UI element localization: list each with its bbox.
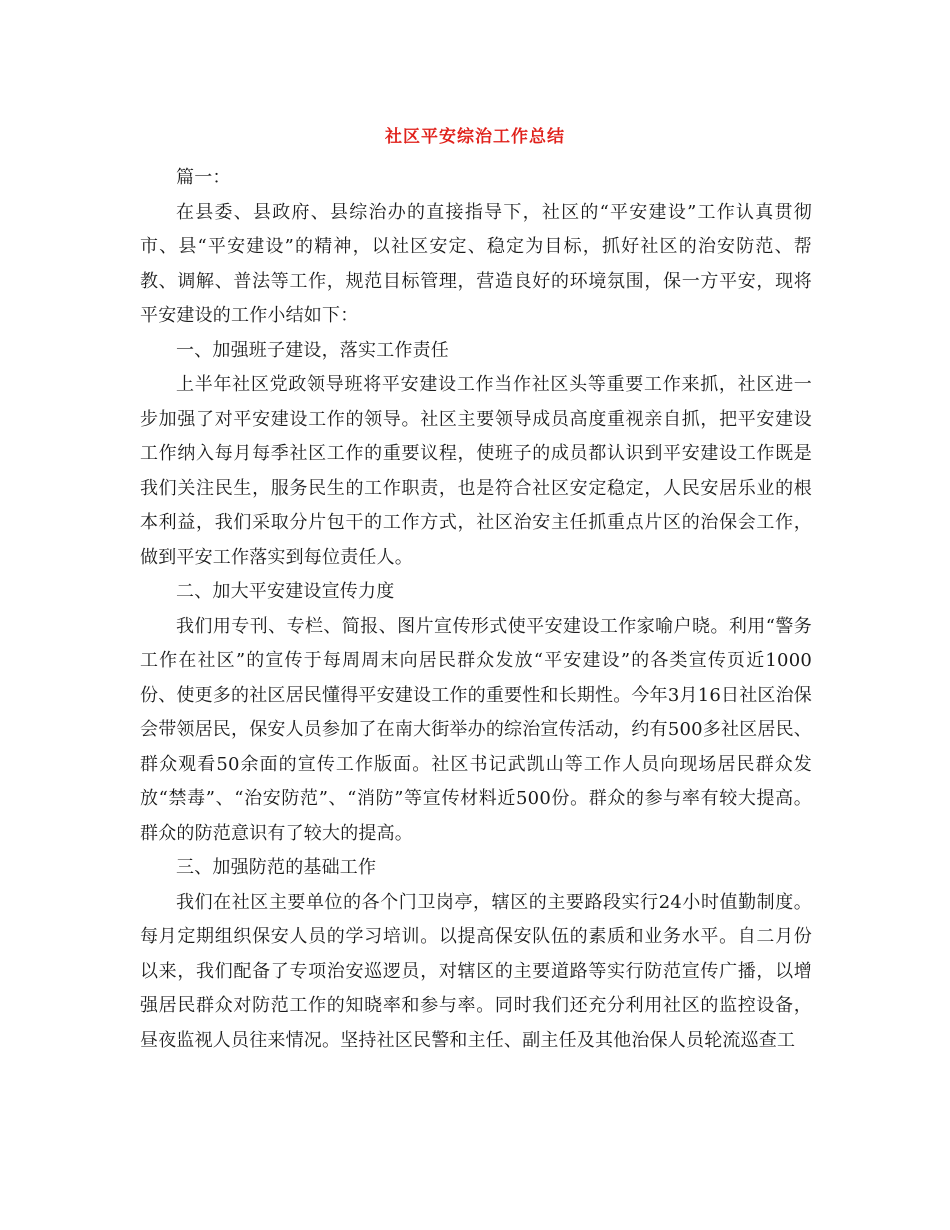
- document-body: [140, 161, 812, 1058]
- section-2-paragraph: 我们用专刊、专栏、简报、图片宣传形式使平安建设工作家喻户晓。利用“警务工作在社区”的宣传于每周周末向居民群众发放“平安建设”的各类宣传页近1000份、使更多的社区居民懂得平安建设工作的重要性和长期性。今年3月16日社区治保会带领居民，保安人员参加了在南大街举办的综治宣传活动，约有500多社区居民、群众观看50余面的宣传工作版面。社区书记武凯山等工作人员向现场居民群众发放“禁毒”、“治安防范”、“消防”等宣传材料近500份。群众的参与率有较大提高。群众的防范意识有了较大的提高。: [140, 615, 812, 844]
- document-title: 社区平安综治工作总结: [385, 127, 565, 147]
- intro-paragraph: 在县委、县政府、县综治办的直接指导下，社区的“平安建设”工作认真贯彻市、县“平安建设”的精神，以社区安定、稳定为目标，抓好社区的治安防范、帮教、调解、普法等工作，规范目标管理，营造良好的环境氛围，保一方平安，现将平安建设的工作小结如下：: [140, 201, 812, 326]
- section-heading-1: 一、加强班子建设，落实工作责任: [176, 339, 449, 361]
- section-heading-3: 三、加强防范的基础工作: [176, 857, 377, 878]
- section-label: 篇一：: [176, 167, 231, 188]
- section-3-paragraph: 我们在社区主要单位的各个门卫岗亭，辖区的主要路段实行24小时值勤制度。每月定期组织保安人员的学习培训。以提高保安队伍的素质和业务水平。自二月份以来，我们配备了专项治安巡逻员，对辖区的主要道路等实行防范宣传广播，以增强居民群众对防范工作的知晓率和参与率。同时我们还充分利用社区的监控设备，昼夜监视人员往来情况。坚持社区民警和主任、副主任及其他治保人员轮流巡查工: [140, 891, 812, 1051]
- section-1-paragraph: 上半年社区党政领导班将平安建设工作当作社区头等重要工作来抓，社区进一步加强了对平安建设工作的领导。社区主要领导成员高度重视亲自抓，把平安建设工作纳入每月每季社区工作的重要议程，使班子的成员都认识到平安建设工作既是我们关注民生，服务民生的工作职责，也是符合社区安定稳定，人民安居乐业的根本利益，我们采取分片包干的工作方式，社区治安主任抓重点片区的治保会工作，做到平安工作落实到每位责任人。: [140, 374, 812, 568]
- section-heading-2: 二、加大平安建设宣传力度: [176, 581, 395, 602]
